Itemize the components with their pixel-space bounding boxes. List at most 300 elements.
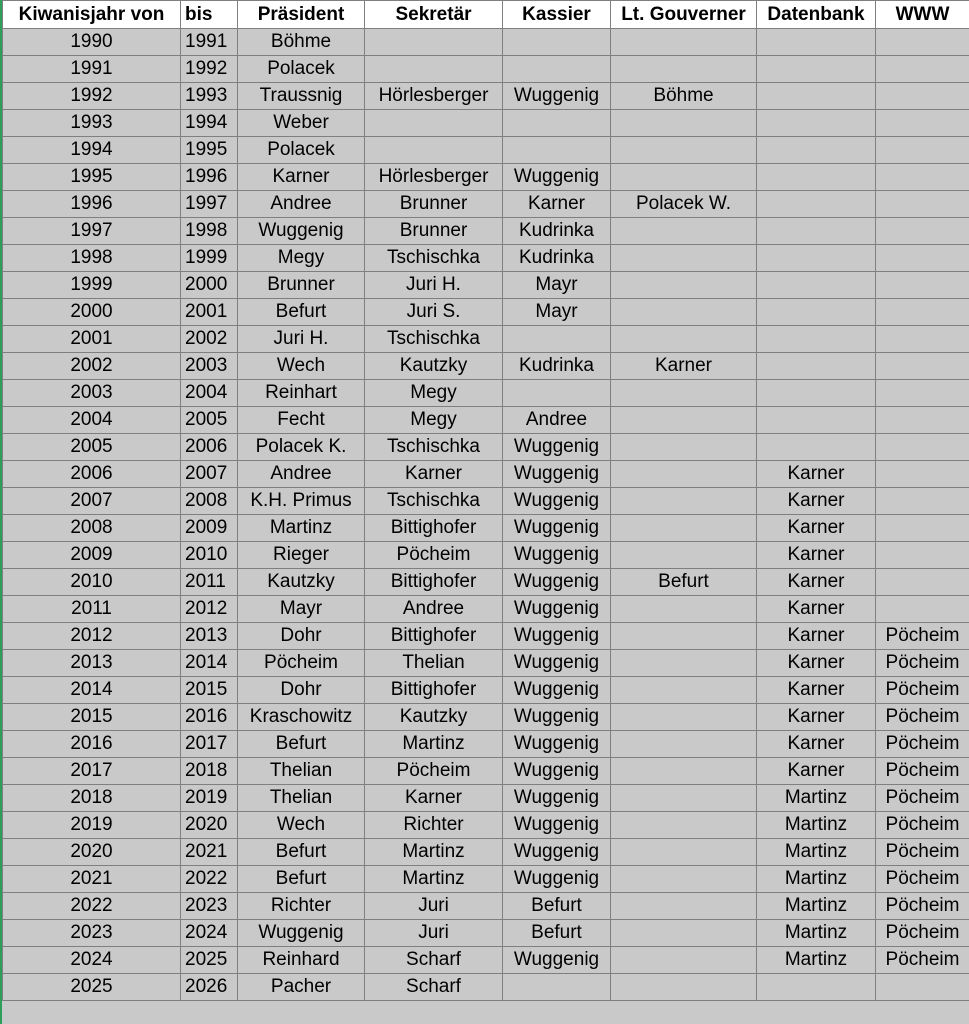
cell-year-to[interactable]: 2017 bbox=[181, 731, 238, 758]
cell-year-to[interactable]: 2006 bbox=[181, 434, 238, 461]
cell-year-from[interactable]: 2022 bbox=[3, 893, 181, 920]
cell-lt-governor[interactable] bbox=[611, 245, 757, 272]
cell-lt-governor[interactable] bbox=[611, 272, 757, 299]
cell-www[interactable] bbox=[876, 191, 969, 218]
cell-database[interactable] bbox=[757, 110, 876, 137]
cell-www[interactable] bbox=[876, 434, 969, 461]
cell-treasurer[interactable]: Befurt bbox=[503, 893, 611, 920]
cell-year-to[interactable]: 2004 bbox=[181, 380, 238, 407]
cell-president[interactable]: Martinz bbox=[238, 515, 365, 542]
cell-treasurer[interactable]: Wuggenig bbox=[503, 704, 611, 731]
cell-treasurer[interactable]: Karner bbox=[503, 191, 611, 218]
cell-year-to[interactable]: 2024 bbox=[181, 920, 238, 947]
cell-year-from[interactable]: 2019 bbox=[3, 812, 181, 839]
cell-year-from[interactable]: 2023 bbox=[3, 920, 181, 947]
cell-year-to[interactable]: 1993 bbox=[181, 83, 238, 110]
cell-www[interactable]: Pöcheim bbox=[876, 785, 969, 812]
cell-president[interactable]: Befurt bbox=[238, 866, 365, 893]
table-row bbox=[3, 731, 969, 758]
cell-year-from[interactable]: 2000 bbox=[3, 299, 181, 326]
cell-database[interactable] bbox=[757, 326, 876, 353]
cell-president[interactable]: Megy bbox=[238, 245, 365, 272]
cell-database[interactable]: Karner bbox=[757, 542, 876, 569]
cell-lt-governor[interactable] bbox=[611, 893, 757, 920]
cell-lt-governor[interactable] bbox=[611, 974, 757, 1001]
cell-year-from[interactable]: 2004 bbox=[3, 407, 181, 434]
cell-year-from[interactable]: 2014 bbox=[3, 677, 181, 704]
cell-www[interactable]: Pöcheim bbox=[876, 947, 969, 974]
cell-treasurer[interactable]: Wuggenig bbox=[503, 839, 611, 866]
cell-year-from[interactable]: 2017 bbox=[3, 758, 181, 785]
table-row bbox=[3, 164, 969, 191]
cell-secretary[interactable] bbox=[365, 110, 503, 137]
cell-database[interactable] bbox=[757, 56, 876, 83]
cell-database[interactable]: Karner bbox=[757, 650, 876, 677]
cell-www[interactable] bbox=[876, 569, 969, 596]
cell-year-from[interactable]: 2005 bbox=[3, 434, 181, 461]
cell-year-from[interactable]: 1993 bbox=[3, 110, 181, 137]
cell-year-from[interactable]: 1990 bbox=[3, 29, 181, 56]
cell-database[interactable] bbox=[757, 218, 876, 245]
cell-database[interactable] bbox=[757, 245, 876, 272]
cell-year-to[interactable]: 1992 bbox=[181, 56, 238, 83]
cell-year-from[interactable]: 1992 bbox=[3, 83, 181, 110]
cell-year-to[interactable]: 1995 bbox=[181, 137, 238, 164]
column-header-www[interactable]: WWW bbox=[876, 1, 969, 29]
cell-www[interactable] bbox=[876, 380, 969, 407]
cell-president[interactable]: Wech bbox=[238, 812, 365, 839]
cell-year-to[interactable]: 2015 bbox=[181, 677, 238, 704]
cell-lt-governor[interactable] bbox=[611, 596, 757, 623]
cell-database[interactable]: Martinz bbox=[757, 947, 876, 974]
cell-database[interactable]: Martinz bbox=[757, 839, 876, 866]
cell-secretary[interactable] bbox=[365, 29, 503, 56]
cell-treasurer[interactable]: Wuggenig bbox=[503, 488, 611, 515]
cell-database[interactable] bbox=[757, 83, 876, 110]
cell-year-to[interactable]: 2016 bbox=[181, 704, 238, 731]
cell-secretary[interactable]: Karner bbox=[365, 461, 503, 488]
cell-www[interactable] bbox=[876, 596, 969, 623]
cell-secretary[interactable] bbox=[365, 56, 503, 83]
cell-lt-governor[interactable] bbox=[611, 839, 757, 866]
cell-secretary[interactable]: Kautzky bbox=[365, 704, 503, 731]
cell-secretary[interactable]: Bittighofer bbox=[365, 677, 503, 704]
cell-database[interactable] bbox=[757, 434, 876, 461]
column-header-database[interactable]: Datenbank bbox=[757, 1, 876, 29]
cell-year-from[interactable]: 2013 bbox=[3, 650, 181, 677]
cell-database[interactable] bbox=[757, 191, 876, 218]
cell-lt-governor[interactable] bbox=[611, 218, 757, 245]
cell-year-to[interactable]: 2020 bbox=[181, 812, 238, 839]
cell-lt-governor[interactable] bbox=[611, 758, 757, 785]
cell-database[interactable]: Karner bbox=[757, 461, 876, 488]
cell-www[interactable]: Pöcheim bbox=[876, 866, 969, 893]
cell-treasurer[interactable]: Wuggenig bbox=[503, 596, 611, 623]
cell-year-from[interactable]: 2006 bbox=[3, 461, 181, 488]
cell-year-from[interactable]: 1998 bbox=[3, 245, 181, 272]
cell-president[interactable]: Reinhart bbox=[238, 380, 365, 407]
cell-www[interactable] bbox=[876, 164, 969, 191]
cell-database[interactable] bbox=[757, 407, 876, 434]
cell-president[interactable]: Traussnig bbox=[238, 83, 365, 110]
cell-president[interactable]: K.H. Primus bbox=[238, 488, 365, 515]
cell-secretary[interactable]: Martinz bbox=[365, 731, 503, 758]
cell-database[interactable]: Karner bbox=[757, 704, 876, 731]
cell-treasurer[interactable]: Befurt bbox=[503, 920, 611, 947]
cell-treasurer[interactable] bbox=[503, 110, 611, 137]
cell-treasurer[interactable] bbox=[503, 137, 611, 164]
cell-lt-governor[interactable] bbox=[611, 677, 757, 704]
cell-treasurer[interactable]: Andree bbox=[503, 407, 611, 434]
column-header-year-to[interactable]: bis bbox=[181, 1, 238, 29]
cell-president[interactable]: Böhme bbox=[238, 29, 365, 56]
cell-president[interactable]: Polacek bbox=[238, 137, 365, 164]
cell-year-from[interactable]: 2003 bbox=[3, 380, 181, 407]
cell-president[interactable]: Dohr bbox=[238, 623, 365, 650]
cell-database[interactable] bbox=[757, 164, 876, 191]
cell-year-from[interactable]: 2009 bbox=[3, 542, 181, 569]
cell-president[interactable]: Pöcheim bbox=[238, 650, 365, 677]
column-header-secretary[interactable]: Sekretär bbox=[365, 1, 503, 29]
cell-year-from[interactable]: 1999 bbox=[3, 272, 181, 299]
column-header-treasurer[interactable]: Kassier bbox=[503, 1, 611, 29]
cell-secretary[interactable]: Tschischka bbox=[365, 488, 503, 515]
cell-secretary[interactable]: Juri bbox=[365, 920, 503, 947]
cell-president[interactable]: Reinhard bbox=[238, 947, 365, 974]
cell-database[interactable]: Martinz bbox=[757, 785, 876, 812]
cell-year-from[interactable]: 2007 bbox=[3, 488, 181, 515]
cell-database[interactable]: Martinz bbox=[757, 920, 876, 947]
cell-secretary[interactable]: Megy bbox=[365, 380, 503, 407]
cell-database[interactable] bbox=[757, 137, 876, 164]
cell-year-to[interactable]: 1994 bbox=[181, 110, 238, 137]
cell-www[interactable]: Pöcheim bbox=[876, 623, 969, 650]
cell-www[interactable]: Pöcheim bbox=[876, 893, 969, 920]
cell-president[interactable]: Rieger bbox=[238, 542, 365, 569]
cell-year-to[interactable]: 2003 bbox=[181, 353, 238, 380]
cell-year-from[interactable]: 1995 bbox=[3, 164, 181, 191]
cell-president[interactable]: Thelian bbox=[238, 758, 365, 785]
cell-database[interactable]: Martinz bbox=[757, 812, 876, 839]
cell-www[interactable] bbox=[876, 515, 969, 542]
table-row bbox=[3, 677, 969, 704]
cell-www[interactable] bbox=[876, 245, 969, 272]
cell-year-to[interactable]: 2026 bbox=[181, 974, 238, 1001]
cell-year-to[interactable]: 2014 bbox=[181, 650, 238, 677]
cell-database[interactable] bbox=[757, 353, 876, 380]
cell-www[interactable] bbox=[876, 272, 969, 299]
cell-www[interactable] bbox=[876, 83, 969, 110]
cell-year-to[interactable]: 2005 bbox=[181, 407, 238, 434]
cell-secretary[interactable]: Hörlesberger bbox=[365, 164, 503, 191]
cell-year-to[interactable]: 2001 bbox=[181, 299, 238, 326]
cell-database[interactable] bbox=[757, 974, 876, 1001]
cell-treasurer[interactable]: Wuggenig bbox=[503, 515, 611, 542]
cell-database[interactable]: Karner bbox=[757, 758, 876, 785]
cell-treasurer[interactable] bbox=[503, 974, 611, 1001]
cell-year-to[interactable]: 2009 bbox=[181, 515, 238, 542]
cell-lt-governor[interactable] bbox=[611, 29, 757, 56]
cell-lt-governor[interactable] bbox=[611, 542, 757, 569]
cell-www[interactable] bbox=[876, 29, 969, 56]
cell-president[interactable]: Kautzky bbox=[238, 569, 365, 596]
cell-www[interactable] bbox=[876, 326, 969, 353]
cell-database[interactable]: Karner bbox=[757, 677, 876, 704]
cell-lt-governor[interactable] bbox=[611, 380, 757, 407]
cell-secretary[interactable]: Juri H. bbox=[365, 272, 503, 299]
cell-treasurer[interactable]: Mayr bbox=[503, 299, 611, 326]
column-header-president[interactable]: Präsident bbox=[238, 1, 365, 29]
cell-treasurer[interactable]: Wuggenig bbox=[503, 677, 611, 704]
cell-year-to[interactable]: 2022 bbox=[181, 866, 238, 893]
cell-treasurer[interactable]: Wuggenig bbox=[503, 461, 611, 488]
cell-secretary[interactable]: Bittighofer bbox=[365, 515, 503, 542]
cell-president[interactable]: Andree bbox=[238, 461, 365, 488]
cell-year-from[interactable]: 2021 bbox=[3, 866, 181, 893]
cell-database[interactable] bbox=[757, 380, 876, 407]
cell-lt-governor[interactable] bbox=[611, 785, 757, 812]
cell-year-to[interactable]: 2011 bbox=[181, 569, 238, 596]
cell-secretary[interactable]: Bittighofer bbox=[365, 623, 503, 650]
cell-year-to[interactable]: 2025 bbox=[181, 947, 238, 974]
column-header-lt-governor[interactable]: Lt. Gouverner bbox=[611, 1, 757, 29]
cell-www[interactable] bbox=[876, 353, 969, 380]
cell-year-from[interactable]: 2008 bbox=[3, 515, 181, 542]
cell-lt-governor[interactable] bbox=[611, 56, 757, 83]
cell-president[interactable]: Weber bbox=[238, 110, 365, 137]
cell-www[interactable]: Pöcheim bbox=[876, 704, 969, 731]
cell-lt-governor[interactable] bbox=[611, 920, 757, 947]
cell-secretary[interactable]: Brunner bbox=[365, 191, 503, 218]
cell-year-from[interactable]: 2024 bbox=[3, 947, 181, 974]
cell-year-to[interactable]: 1999 bbox=[181, 245, 238, 272]
cell-www[interactable] bbox=[876, 461, 969, 488]
cell-database[interactable] bbox=[757, 299, 876, 326]
cell-treasurer[interactable]: Wuggenig bbox=[503, 785, 611, 812]
cell-president[interactable]: Wech bbox=[238, 353, 365, 380]
cell-www[interactable]: Pöcheim bbox=[876, 758, 969, 785]
cell-year-to[interactable]: 2021 bbox=[181, 839, 238, 866]
cell-president[interactable]: Pacher bbox=[238, 974, 365, 1001]
cell-president[interactable]: Fecht bbox=[238, 407, 365, 434]
cell-secretary[interactable]: Martinz bbox=[365, 866, 503, 893]
cell-www[interactable] bbox=[876, 110, 969, 137]
cell-year-to[interactable]: 2002 bbox=[181, 326, 238, 353]
cell-lt-governor[interactable] bbox=[611, 947, 757, 974]
cell-president[interactable]: Mayr bbox=[238, 596, 365, 623]
cell-lt-governor[interactable] bbox=[611, 110, 757, 137]
cell-president[interactable]: Polacek bbox=[238, 56, 365, 83]
cell-database[interactable]: Martinz bbox=[757, 866, 876, 893]
cell-year-from[interactable]: 2002 bbox=[3, 353, 181, 380]
cell-president[interactable]: Befurt bbox=[238, 731, 365, 758]
cell-year-from[interactable]: 2016 bbox=[3, 731, 181, 758]
cell-secretary[interactable]: Kautzky bbox=[365, 353, 503, 380]
cell-year-to[interactable]: 2010 bbox=[181, 542, 238, 569]
cell-www[interactable] bbox=[876, 299, 969, 326]
cell-year-to[interactable]: 2023 bbox=[181, 893, 238, 920]
cell-year-from[interactable]: 2020 bbox=[3, 839, 181, 866]
cell-year-to[interactable]: 2012 bbox=[181, 596, 238, 623]
cell-year-to[interactable]: 1996 bbox=[181, 164, 238, 191]
cell-treasurer[interactable]: Wuggenig bbox=[503, 569, 611, 596]
cell-lt-governor[interactable] bbox=[611, 137, 757, 164]
cell-treasurer[interactable]: Wuggenig bbox=[503, 731, 611, 758]
cell-treasurer[interactable] bbox=[503, 29, 611, 56]
cell-www[interactable] bbox=[876, 137, 969, 164]
cell-year-from[interactable]: 2015 bbox=[3, 704, 181, 731]
cell-www[interactable]: Pöcheim bbox=[876, 839, 969, 866]
cell-database[interactable] bbox=[757, 272, 876, 299]
cell-treasurer[interactable] bbox=[503, 380, 611, 407]
cell-year-to[interactable]: 1998 bbox=[181, 218, 238, 245]
cell-treasurer[interactable]: Wuggenig bbox=[503, 83, 611, 110]
cell-lt-governor[interactable] bbox=[611, 704, 757, 731]
cell-year-from[interactable]: 2018 bbox=[3, 785, 181, 812]
cell-database[interactable]: Karner bbox=[757, 731, 876, 758]
cell-secretary[interactable]: Pöcheim bbox=[365, 542, 503, 569]
cell-year-from[interactable]: 1991 bbox=[3, 56, 181, 83]
cell-www[interactable]: Pöcheim bbox=[876, 650, 969, 677]
cell-secretary[interactable]: Karner bbox=[365, 785, 503, 812]
cell-secretary[interactable]: Tschischka bbox=[365, 245, 503, 272]
cell-lt-governor[interactable] bbox=[611, 326, 757, 353]
cell-lt-governor[interactable] bbox=[611, 812, 757, 839]
table-row bbox=[3, 974, 969, 1001]
cell-year-from[interactable]: 2025 bbox=[3, 974, 181, 1001]
cell-lt-governor[interactable] bbox=[611, 515, 757, 542]
cell-www[interactable]: Pöcheim bbox=[876, 677, 969, 704]
cell-www[interactable] bbox=[876, 218, 969, 245]
cell-database[interactable]: Karner bbox=[757, 488, 876, 515]
cell-secretary[interactable]: Andree bbox=[365, 596, 503, 623]
cell-www[interactable] bbox=[876, 56, 969, 83]
cell-secretary[interactable]: Tschischka bbox=[365, 326, 503, 353]
cell-secretary[interactable]: Hörlesberger bbox=[365, 83, 503, 110]
cell-www[interactable] bbox=[876, 974, 969, 1001]
cell-lt-governor[interactable] bbox=[611, 461, 757, 488]
cell-president[interactable]: Wuggenig bbox=[238, 920, 365, 947]
cell-database[interactable]: Karner bbox=[757, 596, 876, 623]
cell-year-to[interactable]: 2018 bbox=[181, 758, 238, 785]
cell-lt-governor[interactable] bbox=[611, 650, 757, 677]
column-header-year-from[interactable]: Kiwanisjahr von bbox=[3, 1, 181, 29]
cell-secretary[interactable]: Scharf bbox=[365, 947, 503, 974]
cell-lt-governor[interactable]: Karner bbox=[611, 353, 757, 380]
cell-treasurer[interactable]: Wuggenig bbox=[503, 542, 611, 569]
cell-president[interactable]: Thelian bbox=[238, 785, 365, 812]
cell-secretary[interactable]: Juri bbox=[365, 893, 503, 920]
cell-president[interactable]: Befurt bbox=[238, 839, 365, 866]
cell-www[interactable]: Pöcheim bbox=[876, 920, 969, 947]
cell-year-to[interactable]: 2019 bbox=[181, 785, 238, 812]
cell-secretary[interactable]: Thelian bbox=[365, 650, 503, 677]
cell-treasurer[interactable]: Wuggenig bbox=[503, 650, 611, 677]
cell-lt-governor[interactable] bbox=[611, 407, 757, 434]
cell-www[interactable]: Pöcheim bbox=[876, 812, 969, 839]
cell-lt-governor[interactable] bbox=[611, 623, 757, 650]
cell-secretary[interactable]: Bittighofer bbox=[365, 569, 503, 596]
cell-lt-governor[interactable] bbox=[611, 488, 757, 515]
cell-www[interactable] bbox=[876, 407, 969, 434]
cell-president[interactable]: Befurt bbox=[238, 299, 365, 326]
cell-secretary[interactable]: Scharf bbox=[365, 974, 503, 1001]
cell-president[interactable]: Wuggenig bbox=[238, 218, 365, 245]
cell-www[interactable]: Pöcheim bbox=[876, 731, 969, 758]
cell-year-from[interactable]: 2012 bbox=[3, 623, 181, 650]
cell-year-from[interactable]: 1994 bbox=[3, 137, 181, 164]
cell-database[interactable]: Karner bbox=[757, 569, 876, 596]
cell-www[interactable] bbox=[876, 488, 969, 515]
cell-secretary[interactable]: Megy bbox=[365, 407, 503, 434]
cell-secretary[interactable] bbox=[365, 137, 503, 164]
cell-year-from[interactable]: 1997 bbox=[3, 218, 181, 245]
cell-year-to[interactable]: 1991 bbox=[181, 29, 238, 56]
cell-lt-governor[interactable] bbox=[611, 299, 757, 326]
cell-treasurer[interactable] bbox=[503, 56, 611, 83]
cell-year-from[interactable]: 2001 bbox=[3, 326, 181, 353]
cell-lt-governor[interactable] bbox=[611, 731, 757, 758]
cell-treasurer[interactable]: Wuggenig bbox=[503, 623, 611, 650]
cell-database[interactable] bbox=[757, 29, 876, 56]
cell-year-to[interactable]: 2000 bbox=[181, 272, 238, 299]
cell-year-to[interactable]: 1997 bbox=[181, 191, 238, 218]
cell-lt-governor[interactable]: Polacek W. bbox=[611, 191, 757, 218]
cell-treasurer[interactable]: Wuggenig bbox=[503, 434, 611, 461]
cell-treasurer[interactable] bbox=[503, 326, 611, 353]
cell-president[interactable]: Brunner bbox=[238, 272, 365, 299]
cell-treasurer[interactable]: Wuggenig bbox=[503, 164, 611, 191]
cell-lt-governor[interactable]: Böhme bbox=[611, 83, 757, 110]
cell-secretary[interactable]: Juri S. bbox=[365, 299, 503, 326]
cell-treasurer[interactable]: Wuggenig bbox=[503, 758, 611, 785]
cell-secretary[interactable]: Richter bbox=[365, 812, 503, 839]
cell-lt-governor[interactable] bbox=[611, 164, 757, 191]
cell-year-from[interactable]: 2011 bbox=[3, 596, 181, 623]
cell-treasurer[interactable]: Kudrinka bbox=[503, 218, 611, 245]
cell-secretary[interactable]: Pöcheim bbox=[365, 758, 503, 785]
cell-year-to[interactable]: 2013 bbox=[181, 623, 238, 650]
cell-database[interactable]: Martinz bbox=[757, 893, 876, 920]
cell-president[interactable]: Kraschowitz bbox=[238, 704, 365, 731]
cell-year-to[interactable]: 2008 bbox=[181, 488, 238, 515]
cell-treasurer[interactable]: Wuggenig bbox=[503, 866, 611, 893]
cell-treasurer[interactable]: Kudrinka bbox=[503, 245, 611, 272]
cell-database[interactable]: Karner bbox=[757, 623, 876, 650]
cell-president[interactable]: Juri H. bbox=[238, 326, 365, 353]
cell-president[interactable]: Dohr bbox=[238, 677, 365, 704]
cell-lt-governor[interactable]: Befurt bbox=[611, 569, 757, 596]
cell-treasurer[interactable]: Kudrinka bbox=[503, 353, 611, 380]
cell-secretary[interactable]: Brunner bbox=[365, 218, 503, 245]
cell-year-from[interactable]: 2010 bbox=[3, 569, 181, 596]
cell-treasurer[interactable]: Mayr bbox=[503, 272, 611, 299]
cell-treasurer[interactable]: Wuggenig bbox=[503, 947, 611, 974]
cell-president[interactable]: Andree bbox=[238, 191, 365, 218]
cell-lt-governor[interactable] bbox=[611, 866, 757, 893]
cell-database[interactable]: Karner bbox=[757, 515, 876, 542]
cell-president[interactable]: Karner bbox=[238, 164, 365, 191]
cell-treasurer[interactable]: Wuggenig bbox=[503, 812, 611, 839]
cell-president[interactable]: Polacek K. bbox=[238, 434, 365, 461]
cell-year-to[interactable]: 2007 bbox=[181, 461, 238, 488]
cell-president[interactable]: Richter bbox=[238, 893, 365, 920]
cell-year-from[interactable]: 1996 bbox=[3, 191, 181, 218]
cell-www[interactable] bbox=[876, 542, 969, 569]
cell-lt-governor[interactable] bbox=[611, 434, 757, 461]
cell-secretary[interactable]: Martinz bbox=[365, 839, 503, 866]
cell-secretary[interactable]: Tschischka bbox=[365, 434, 503, 461]
